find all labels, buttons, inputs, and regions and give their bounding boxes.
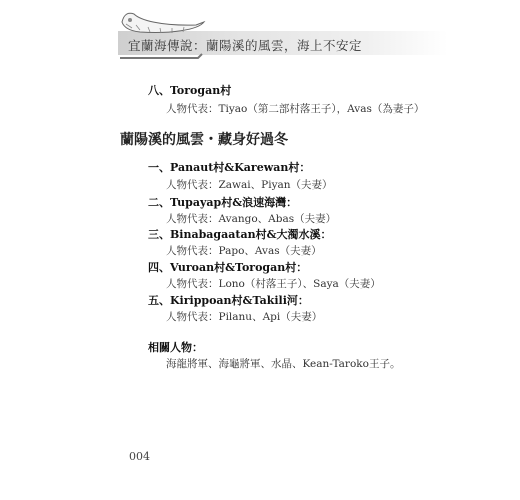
characters-line: 人物代表：Avango、Abas（夫妻） <box>166 213 337 225</box>
village-heading: 五、Kirippoan村&Takili河： <box>148 294 309 307</box>
characters-line: 人物代表：Pilanu、Api（夫妻） <box>166 311 323 323</box>
characters-line: 人物代表：Lono（村落王子）、Saya（夫妻） <box>166 278 381 290</box>
village-heading: 八、Torogan村 <box>148 84 232 97</box>
characters-line: 人物代表：Zawai、Piyan（夫妻） <box>166 179 333 191</box>
village-heading: 三、Binabagaatan村&大濁水溪： <box>148 228 332 241</box>
related-heading: 相關人物： <box>148 341 203 354</box>
page-number: 004 <box>129 450 150 463</box>
section-heading: 蘭陽溪的風雲・藏身好過冬 <box>120 132 288 148</box>
village-heading: 四、Vuroan村&Torogan村： <box>148 261 308 274</box>
village-heading: 一、Panaut村&Karewan村： <box>148 161 311 174</box>
related-characters: 海龍將軍、海龜將軍、水晶、Kean-Taroko王子。 <box>166 358 401 370</box>
characters-line: 人物代表：Tiyao（第二部村落王子），Avas（為妻子） <box>166 103 425 115</box>
characters-line: 人物代表：Papo、Avas（夫妻） <box>166 245 322 257</box>
village-heading: 二、Tupayap村&浪速海灣： <box>148 196 298 209</box>
book-title: 宜蘭海傳說：蘭陽溪的風雲，海上不安定 <box>128 38 363 53</box>
